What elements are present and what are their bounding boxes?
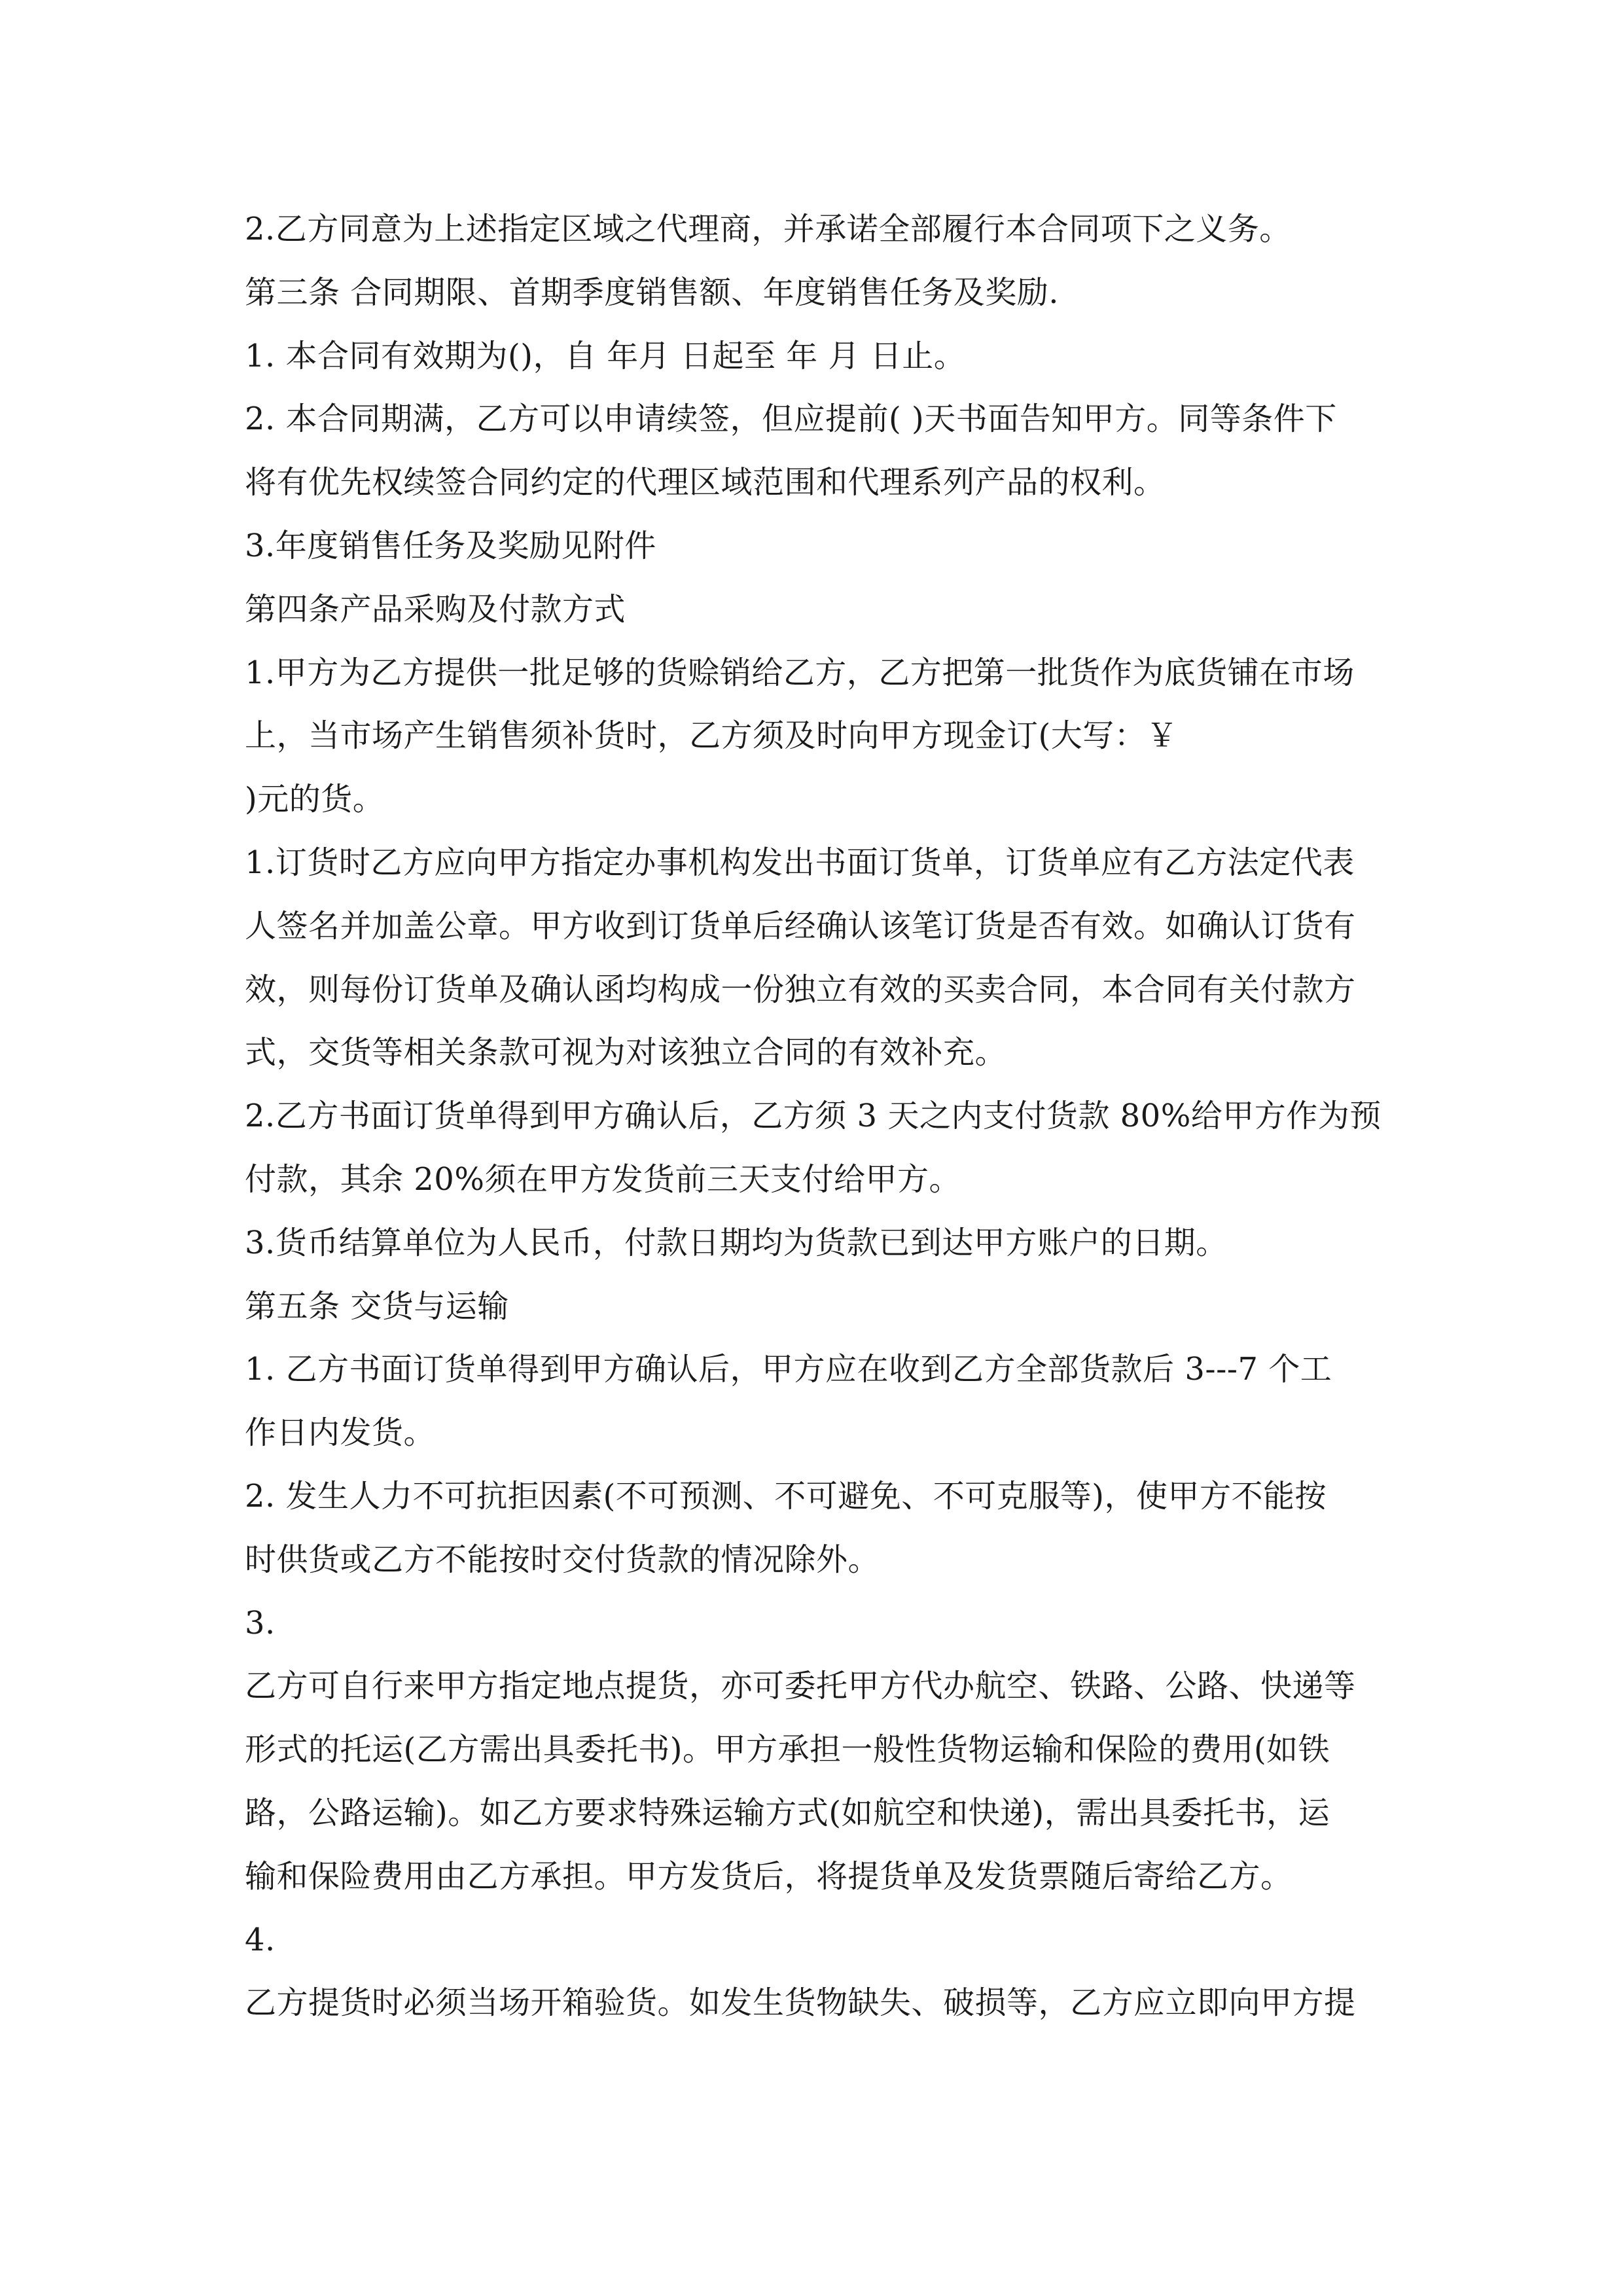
- article-4-order-item-1-cont-2: 效，则每份订货单及确认函均构成一份独立有效的买卖合同，本合同有关付款方: [245, 971, 1356, 1008]
- article-5-item-3-cont-2: 路，公路运输)。如乙方要求特殊运输方式(如航空和快递)，需出具委托书，运: [245, 1794, 1330, 1831]
- article-5-item-1: 1. 乙方书面订货单得到甲方确认后，甲方应在收到乙方全部货款后 3---7 个工: [245, 1351, 1332, 1388]
- article-4-order-item-1-cont-3: 式，交货等相关条款可视为对该独立合同的有效补充。: [245, 1034, 1007, 1071]
- article-5-item-2: 2. 发生人力不可抗拒因素(不可预测、不可避免、不可克服等)，使甲方不能按: [245, 1477, 1327, 1515]
- article-5-item-4-number: 4.: [245, 1921, 276, 1958]
- document-body: [245, 198, 1382, 2035]
- article-4-order-item-1: 1.订货时乙方应向甲方指定办事机构发出书面订货单，订货单应有乙方法定代表: [245, 844, 1355, 881]
- article-5-heading: 第五条 交货与运输: [245, 1287, 509, 1325]
- article-4-item-2: 2.乙方书面订货单得到甲方确认后，乙方须 3 天之内支付货款 80%给甲方作为预: [245, 1098, 1382, 1135]
- article-3-item-2-cont: 将有优先权续签合同约定的代理区域范围和代理系列产品的权利。: [245, 464, 1166, 501]
- clause-2-agent-consent: 2.乙方同意为上述指定区域之代理商，并承诺全部履行本合同项下之义务。: [245, 211, 1291, 247]
- article-5-item-3-cont: 形式的托运(乙方需出具委托书)。甲方承担一般性货物运输和保险的费用(如铁: [245, 1731, 1330, 1768]
- article-3-item-2: 2. 本合同期满，乙方可以申请续签，但应提前( )天书面告知甲方。同等条件下: [245, 401, 1337, 438]
- article-4-item-1: 1.甲方为乙方提供一批足够的货赊销给乙方，乙方把第一批货作为底货铺在市场: [245, 654, 1355, 691]
- article-5-item-3-cont-3: 输和保险费用由乙方承担。甲方发货后，将提货单及发货票随后寄给乙方。: [245, 1857, 1293, 1895]
- article-4-order-item-1-cont: 人签名并加盖公章。甲方收到订货单后经确认该笔订货是否有效。如确认订货有: [245, 907, 1356, 944]
- article-5-item-1-cont: 作日内发货。: [245, 1414, 436, 1452]
- article-4-item-1-cont: 上，当市场产生销售须补货时，乙方须及时向甲方现金订(大写：￥: [245, 717, 1178, 755]
- article-4-heading: 第四条产品采购及付款方式: [245, 590, 626, 628]
- article-5-item-3-number: 3.: [245, 1604, 276, 1641]
- article-3-heading: 第三条 合同期限、首期季度销售额、年度销售任务及奖励.: [245, 274, 1060, 311]
- article-4-item-2-cont: 付款，其余 20%须在甲方发货前三天支付给甲方。: [245, 1160, 961, 1198]
- article-4-item-3: 3.货币结算单位为人民币，付款日期均为货款已到达甲方账户的日期。: [245, 1224, 1228, 1261]
- article-3-item-1: 1. 本合同有效期为()，自 年月 日起至 年 月 日止。: [245, 337, 966, 374]
- article-5-item-4: 乙方提货时必须当场开箱验货。如发生货物缺失、破损等，乙方应立即向甲方提: [245, 1984, 1356, 2022]
- article-5-item-2-cont: 时供货或乙方不能按时交付货款的情况除外。: [245, 1541, 880, 1578]
- article-4-item-1-cont-2: )元的货。: [245, 781, 385, 818]
- article-3-item-3: 3.年度销售任务及奖励见附件: [245, 527, 656, 564]
- article-5-item-3: 乙方可自行来甲方指定地点提货，亦可委托甲方代办航空、铁路、公路、快递等: [245, 1668, 1356, 1705]
